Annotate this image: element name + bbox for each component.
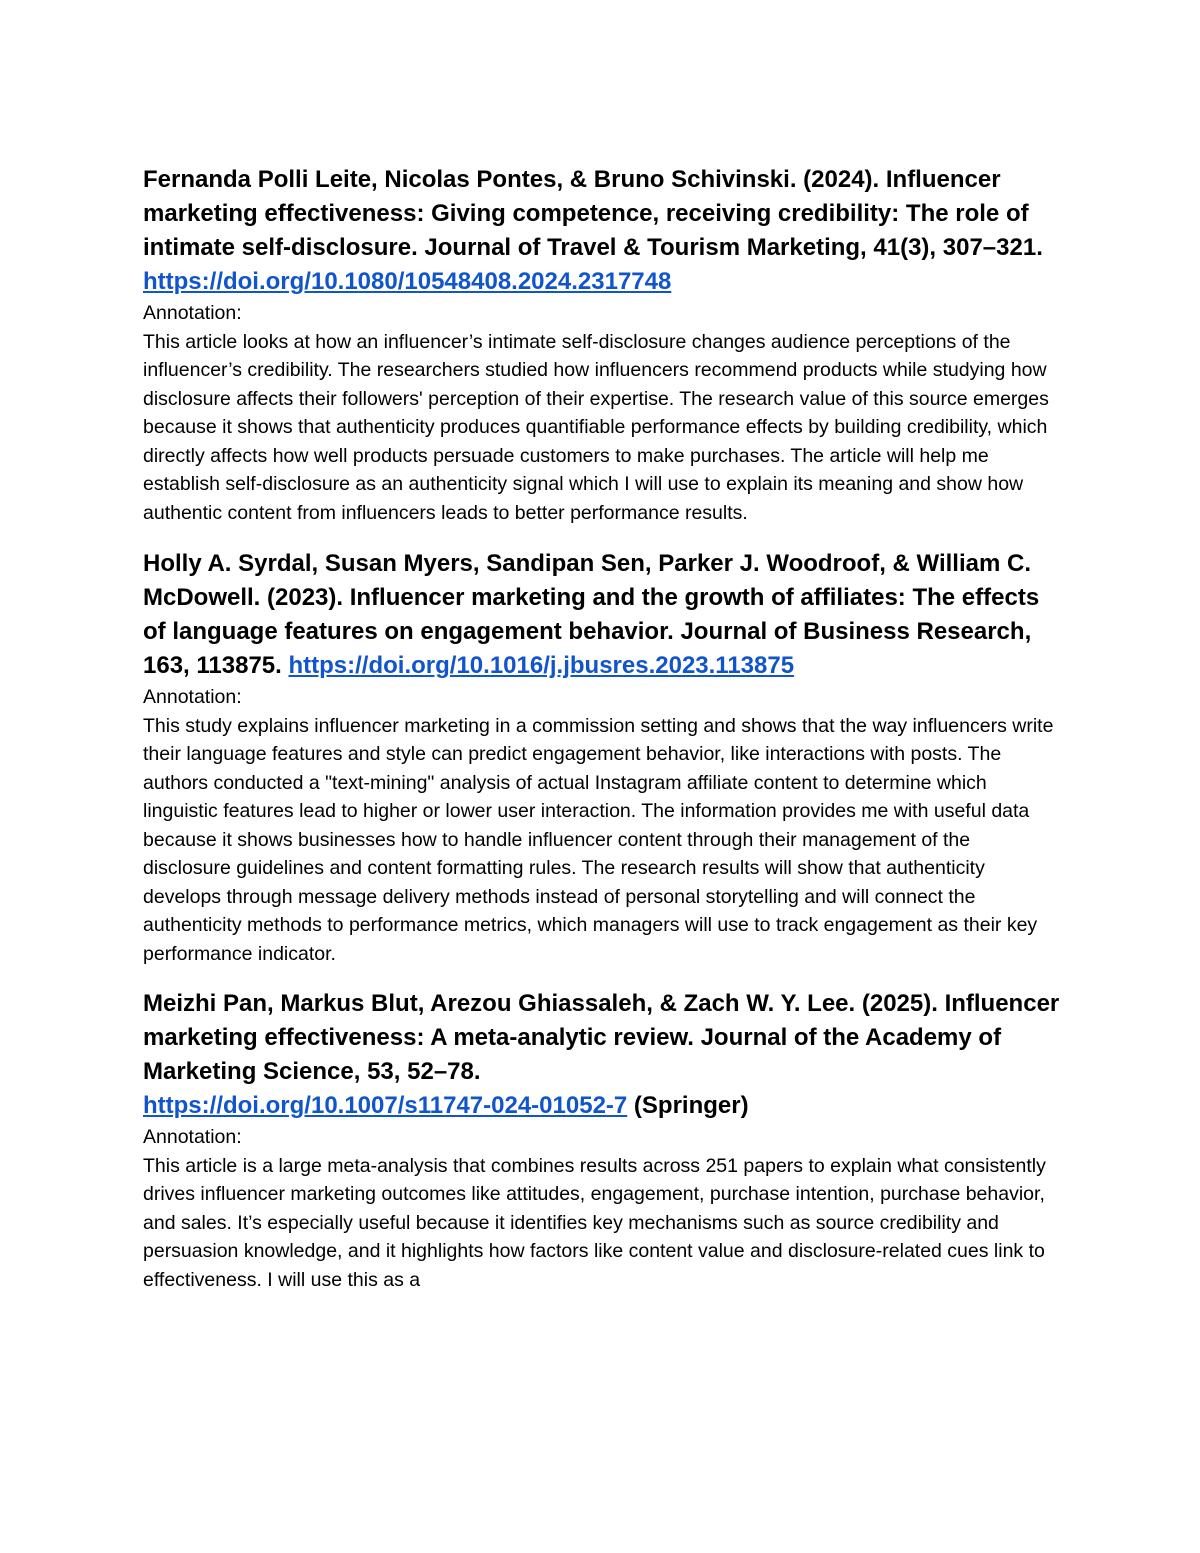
- entry-spacer: [143, 527, 1063, 547]
- annotation-text-1: This article looks at how an influencer’s intimate self-disclosure changes audience perceptions of the influencer’s credibility. The researchers studied how influencers recommend products while studying how disclosure affects their followers' perception of their expertise. The research value of this source emerges because it shows that authenticity produces quantifiable performance effects by building credibility, which directly affects how well products persuade customers to make purchases. The article will help me establish self-disclosure as an authenticity signal which I will use to explain its meaning and show how authentic content from influencers leads to better performance results.: [143, 330, 1049, 524]
- reference-entry-1: [143, 163, 1063, 527]
- citation-3: [143, 987, 1063, 1123]
- citation-text-1: Fernanda Polli Leite, Nicolas Pontes, & Bruno Schivinski. (2024). Influencer marketing effectiveness: Giving competence, receiving credibility: The role of intimate self-disclosure. Journal of Travel & Tourism Marketing, 41(3), 307–321.: [143, 166, 1043, 261]
- citation-trailing-3: (Springer): [627, 1092, 749, 1119]
- doi-link-3[interactable]: https://doi.org/10.1007/s11747-024-01052-7: [143, 1092, 628, 1119]
- citation-2: [143, 547, 1063, 683]
- document-body: [143, 163, 1063, 1294]
- citation-1: [143, 163, 1063, 299]
- citation-text-3: Meizhi Pan, Markus Blut, Arezou Ghiassaleh, & Zach W. Y. Lee. (2025). Influencer marketing effectiveness: A meta-analytic review. Journal of the Academy of Marketing Science, 53, 52–78.: [143, 990, 1060, 1085]
- reference-entry-2: [143, 547, 1063, 968]
- annotation-label-3: Annotation:: [143, 1126, 242, 1148]
- citation-text-2: Holly A. Syrdal, Susan Myers, Sandipan Sen, Parker J. Woodroof, & William C. McDowell. (2023). Influencer marketing and the growth of affiliates: The effects of language features on engagement behavior. Journal of Business Research, 163, 113875.: [143, 550, 1040, 679]
- entry-spacer: [143, 968, 1063, 987]
- annotation-text-3: This article is a large meta-analysis that combines results across 251 papers to explain what consistently drives influencer marketing outcomes like attitudes, engagement, purchase intention, purchase behavior, and sales. It’s especially useful because it identifies key mechanisms such as source credibility and persuasion knowledge, and it highlights how factors like content value and disclosure-related cues link to effectiveness. I will use this as a: [143, 1154, 1046, 1291]
- doi-link-2[interactable]: https://doi.org/10.1016/j.jbusres.2023.113875: [288, 652, 795, 679]
- reference-entry-3: [143, 987, 1063, 1294]
- annotation-text-2: This study explains influencer marketing in a commission setting and shows that the way influencers write their language features and style can predict engagement behavior, like interactions with posts. The authors conducted a "text-mining" analysis of actual Instagram affiliate content to determine which linguistic features lead to higher or lower user interaction. The information provides me with useful data because it shows businesses how to handle influencer content through their management of the disclosure guidelines and content formatting rules. The research results will show that authenticity develops through message delivery methods instead of personal storytelling and will connect the authenticity methods to performance metrics, which managers will use to track engagement as their key performance indicator.: [143, 714, 1054, 965]
- annotation-label-2: Annotation:: [143, 686, 242, 708]
- annotation-label-1: Annotation:: [143, 302, 242, 324]
- doi-link-1[interactable]: https://doi.org/10.1080/10548408.2024.2317748: [143, 268, 672, 295]
